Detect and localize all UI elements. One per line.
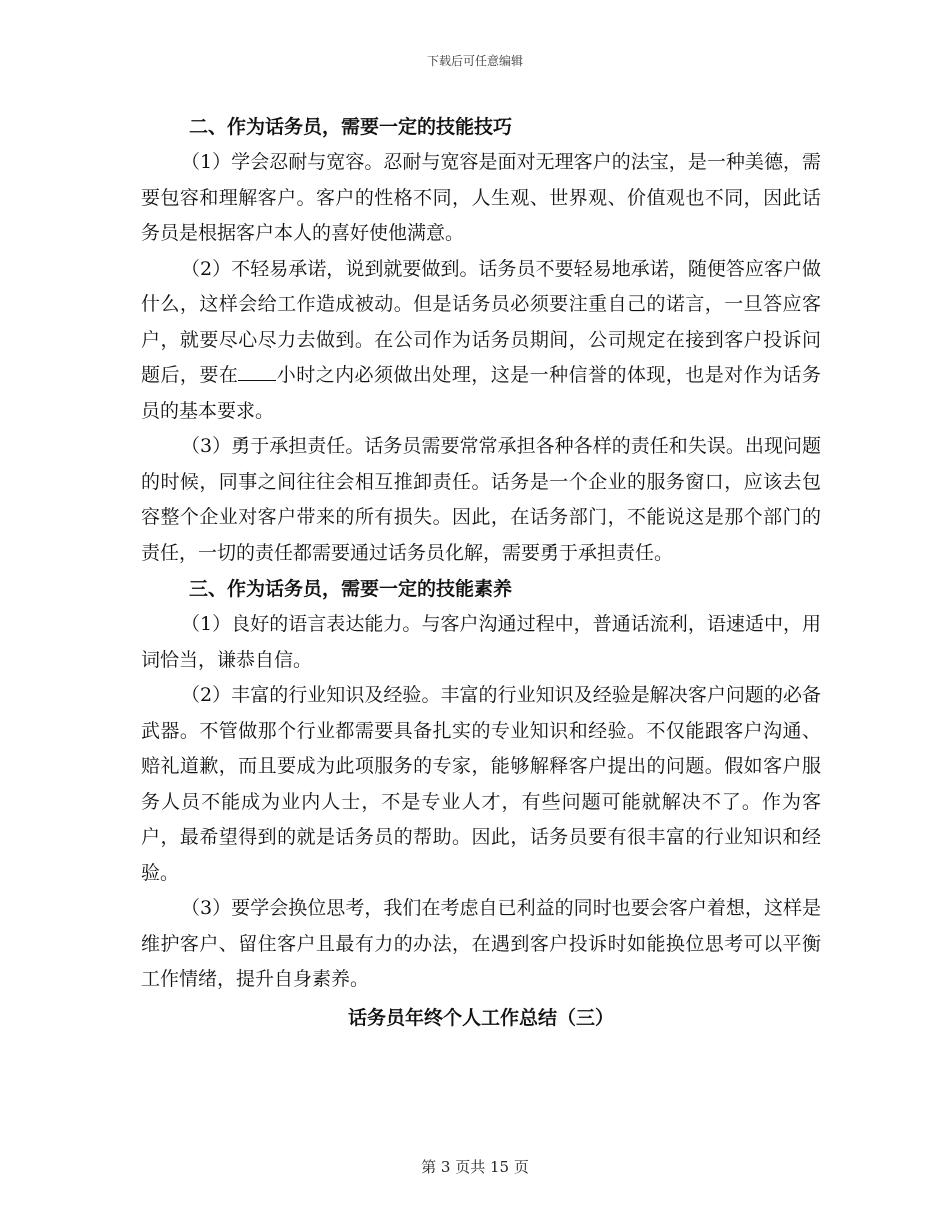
page-header: 下载后可任意编辑 xyxy=(426,54,523,68)
paragraph-knowledge: （2）丰富的行业知识及经验。丰富的行业知识及经验是解决客户问题的必备武器。不管做那个行业都需要具备扎实的专业知识和经验。不仅能跟客户沟通、赔礼道歉，而且要成为此项服务的专家，能够解释客户提出的问题。假如客户服务人员不能成为业内人士，不是专业人才，有些问题可能就解决不了。作为客户，最希望得到的就是话务员的帮助。因此，话务员要有很丰富的行业知识和经验。 xyxy=(141,684,821,884)
paragraph-patience: （1）学会忍耐与宽容。忍耐与宽容是面对无理客户的法宝，是一种美德，需要包容和理解客户。客户的性格不同，人生观、世界观、价值观也不同，因此话务员是根据客户本人的喜好使他满意。 xyxy=(141,151,821,244)
paragraph-promise-part2: 小时之内必须做出处理，这是一种信誉的体现，也是对作为话务员的基本要求。 xyxy=(141,364,821,422)
paragraph-responsibility: （3）勇于承担责任。话务员需要常常承担各种各样的责任和失误。出现问题的时候，同事之间往往会相互推卸责任。话务是一个企业的服务窗口，应该去包容整个企业对客户带来的所有损失。因此，在话务部门，不能说这是那个部门的责任，一切的责任都需要通过话务员化解，需要勇于承担责任。 xyxy=(141,435,821,564)
page-footer: 第 3 页共 15 页 xyxy=(421,1158,529,1176)
paragraph-promise-part1: （2）不轻易承诺，说到就要做到。话务员不要轻易地承诺，随便答应客户做什么，这样会给工作造成被动。但是话务员必须要注重自己的诺言，一旦答应客户，就要尽心尽力去做到。在公司作为话务员期间，公司规定在接到客户投诉问题后，要在 xyxy=(141,257,821,386)
section-heading-skills-techniques: 二、作为话务员，需要一定的技能技巧 xyxy=(189,116,513,138)
section-heading-skills-qualities: 三、作为话务员，需要一定的技能素养 xyxy=(189,578,513,600)
fill-in-blank xyxy=(238,364,276,381)
paragraph-language: （1）良好的语言表达能力。与客户沟通过程中，普通话流利，语速适中，用词恰当，谦恭自信。 xyxy=(141,613,821,671)
paragraph-empathy: （3）要学会换位思考，我们在考虑自已利益的同时也要会客户着想，这样是维护客户、留住客户且最有力的办法，在遇到客户投诉时如能换位思考可以平衡工作情绪，提升自身素养。 xyxy=(141,897,821,990)
next-document-title: 话务员年终个人工作总结（三） xyxy=(347,1006,614,1029)
document-body xyxy=(141,109,821,1036)
paragraph-promise xyxy=(141,252,821,430)
